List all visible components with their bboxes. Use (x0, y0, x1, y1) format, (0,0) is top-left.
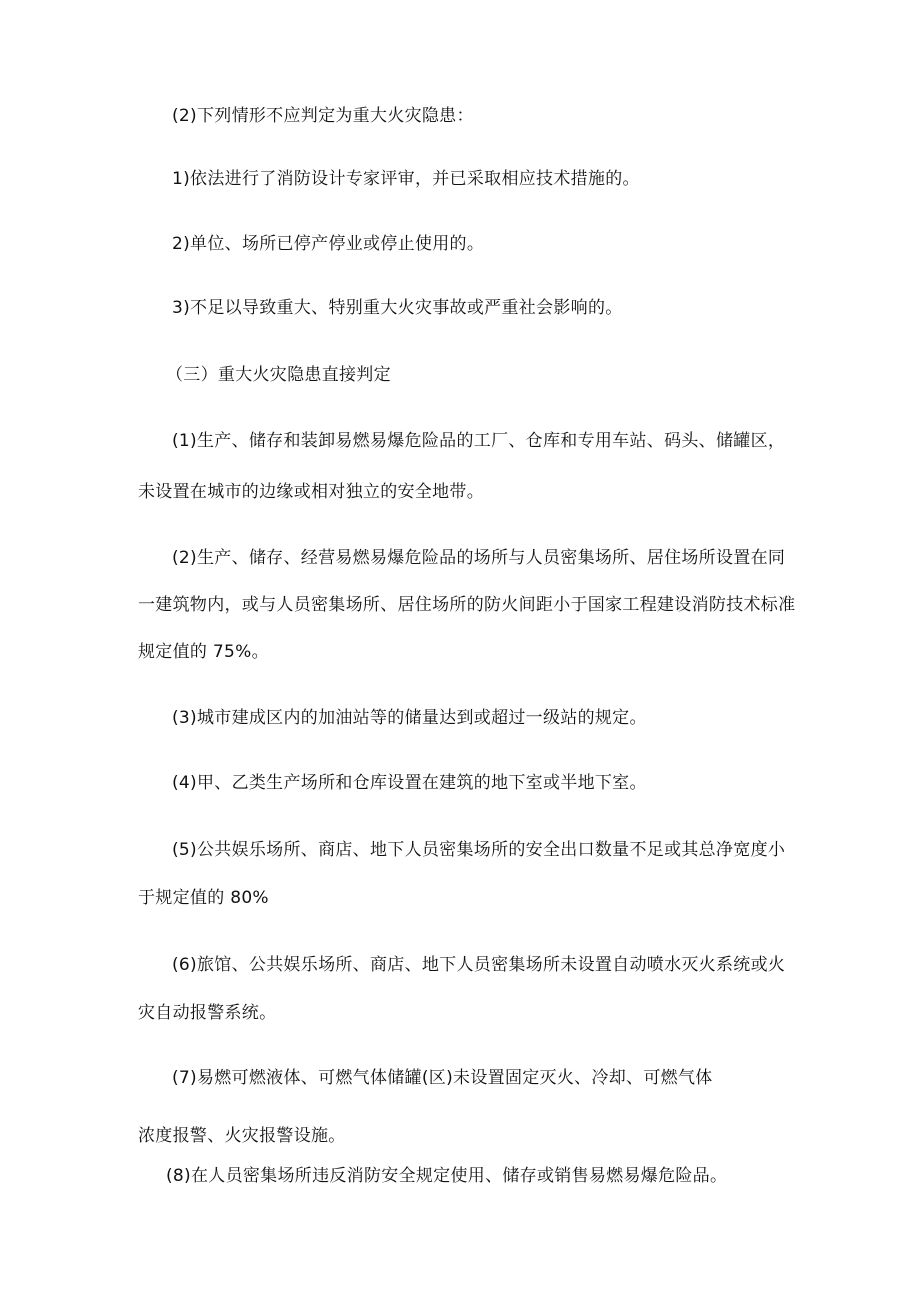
text-line: 规定值的 75%。 (138, 642, 269, 662)
text-line: (2)生产、储存、经营易燃易爆危险品的场所与人员密集场所、居住场所设置在同 (172, 548, 786, 568)
text-line: (7)易燃可燃液体、可燃气体储罐(区)未设置固定灭火、冷却、可燃气体 (172, 1068, 713, 1088)
text-line: 于规定值的 80% (138, 888, 269, 908)
text-line: (2)下列情形不应判定为重大火灾隐患： (172, 106, 474, 126)
text-line: (3)城市建成区内的加油站等的储量达到或超过一级站的规定。 (172, 708, 647, 728)
text-line: 未设置在城市的边缘或相对独立的安全地带。 (138, 482, 484, 502)
section-heading: （三）重大火灾隐患直接判定 (166, 365, 391, 385)
text-line: 1)依法进行了消防设计专家评审，并已采取相应技术措施的。 (172, 169, 640, 189)
text-line: 3)不足以导致重大、特别重大火灾事故或严重社会影响的。 (172, 298, 623, 318)
text-line: (1)生产、储存和装卸易燃易爆危险品的工厂、仓库和专用车站、码头、储罐区， (172, 431, 786, 451)
text-line: (4)甲、乙类生产场所和仓库设置在建筑的地下室或半地下室。 (172, 773, 647, 793)
text-line: (6)旅馆、公共娱乐场所、商店、地下人员密集场所未设置自动喷水灭火系统或火 (172, 955, 786, 975)
text-line: 浓度报警、火灾报警设施。 (138, 1126, 346, 1146)
text-line: 灾自动报警系统。 (138, 1003, 277, 1023)
text-line: 一建筑物内，或与人员密集场所、居住场所的防火间距小于国家工程建设消防技术标准 (138, 595, 796, 615)
text-line: 2)单位、场所已停产停业或停止使用的。 (172, 234, 485, 254)
text-line: (8)在人员密集场所违反消防安全规定使用、储存或销售易燃易爆危险品。 (166, 1166, 728, 1186)
text-line: (5)公共娱乐场所、商店、地下人员密集场所的安全出口数量不足或其总净宽度小 (172, 840, 786, 860)
